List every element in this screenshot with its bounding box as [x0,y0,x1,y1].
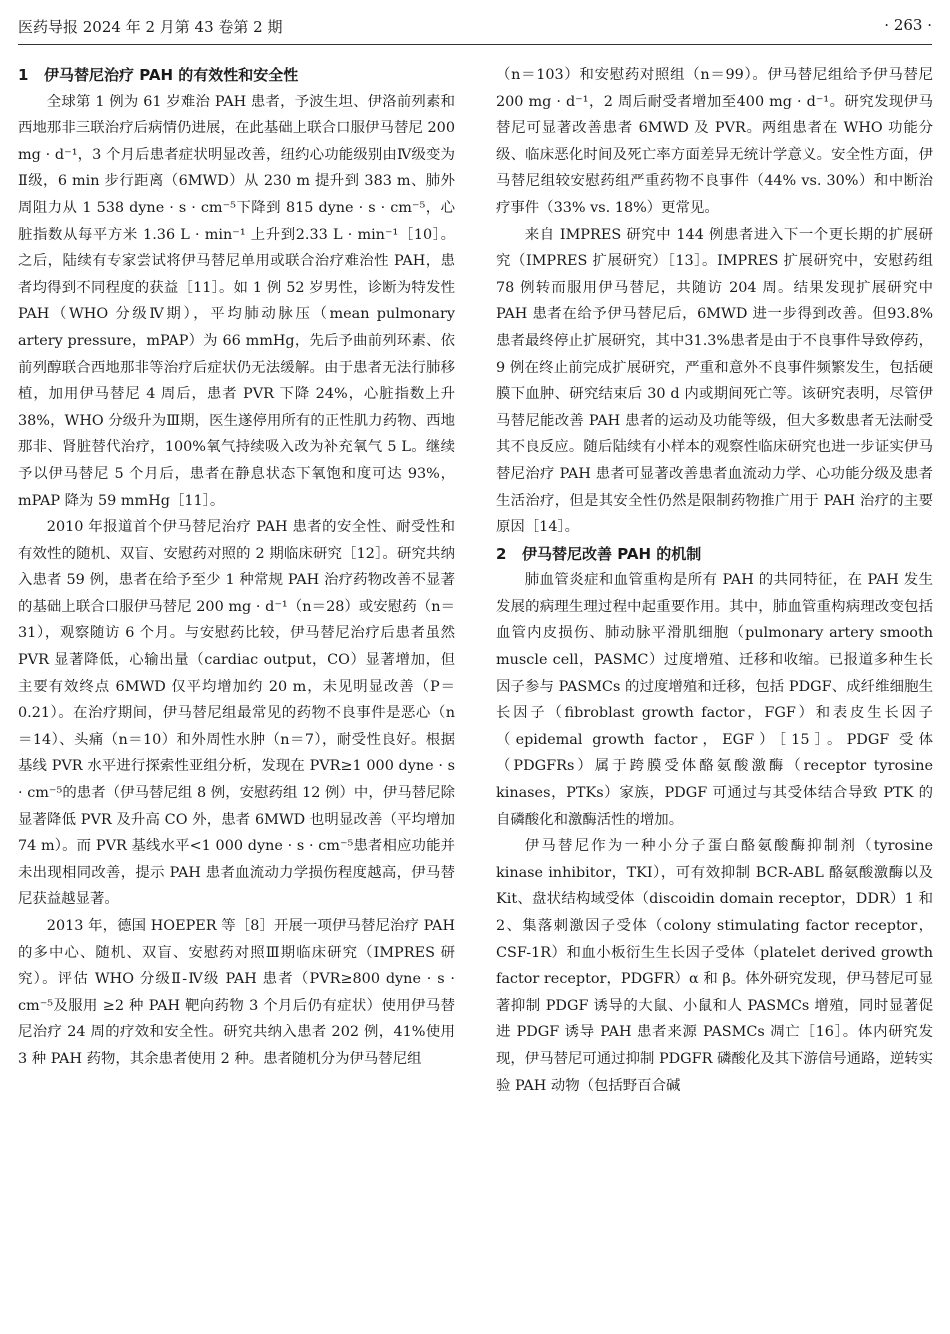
running-header [18,16,932,45]
paragraph: 肺血管炎症和血管重构是所有 PAH 的共同特征，在 PAH 发生发展的病理生理过程中起重要作用。其中，肺血管重构病理改变包括血管内皮损伤、肺动脉平滑肌细胞（pulmonary artery smooth muscle cell，PASMC）过度增殖、迁移和收缩。已报道多种生长因子参与 PASMCs 的过度增殖和迁移，包括 PDGF、成纤维细胞生长因子（fibroblast growth factor，FGF）和表皮生长因子（epidemal growth factor，EGF）［15］。PDGF 受体（PDGFRs）属于跨膜受体酪氨酸激酶（receptor tyrosine kinases，PTKs）家族，PDGF 可通过与其受体结合导致 PTK 的自磷酸化和激酶活性的增加。 [496,572,933,828]
paragraph: 伊马替尼作为一种小分子蛋白酪氨酸酶抑制剂（tyrosine kinase inhibitor，TKI），可有效抑制 BCR-ABL 酪氨酸激酶以及 Kit、盘状结构域受体（discoidin domain receptor，DDR）1 和 2、集落刺激因子受体（colony stimulating factor receptor，CSF-1R）和血小板衍生生长因子受体（platelet derived growth factor receptor，PDGFR）α 和 β。体外研究发现，伊马替尼可显著抑制 PDGF 诱导的大鼠、小鼠和人 PASMCs 增殖，同时显著促进 PDGF 诱导 PAH 患者来源 PASMCs 凋亡［16］。体内研究发现，伊马替尼可通过抑制 PDGFR 磷酸化及其下游信号通路，逆转实验 PAH 动物（包括野百合碱 [496,838,933,1094]
paragraph-continued: （n＝103）和安慰药对照组（n＝99）。伊马替尼组给予伊马替尼 200 mg · d⁻¹，2 周后耐受者增加至400 mg · d⁻¹。研究发现伊马替尼可显著改善患者 6MWD 及 PVR。两组患者在 WHO 功能分级、临床恶化时间及死亡率方面差异无统计学意义。安全性方面，伊马替尼组较安慰药组严重药物不良事件（44% vs. 30%）和中断治疗事件（33% vs. 18%）更常见。 [496,67,933,216]
section-number: 2 [496,544,507,563]
section-heading-2 [496,541,933,568]
paragraph: 2013 年，德国 HOEPER 等［8］开展一项伊马替尼治疗 PAH 的多中心、随机、双盲、安慰药对照Ⅲ期临床研究（IMPRES 研究）。评估 WHO 分级Ⅱ-Ⅳ级 PAH 患者（PVR≥800 dyne · s · cm⁻⁵及服用 ≥2 种 PAH 靶向药物 3 个月后仍有症状）使用伊马替尼治疗 24 周的疗效和安全性。研究共纳入患者 202 例，41%使用 3 种 PAH 药物，其余患者使用 2 种。患者随机分为伊马替尼组 [18,918,455,1067]
section-title: 伊马替尼改善 PAH 的机制 [522,544,702,563]
journal-issue: 医药导报 2024 年 2 月第 43 卷第 2 期 [18,18,283,36]
section-title: 伊马替尼治疗 PAH 的有效性和安全性 [44,66,299,84]
paragraph: 来自 IMPRES 研究中 144 例患者进入下一个更长期的扩展研究（IMPRES 扩展研究）［13］。IMPRES 扩展研究中，安慰药组 78 例转而服用伊马替尼，共随访 204 周。结果发现扩展研究中 PAH 患者在给予伊马替尼后，6MWD 进一步得到改善。但93.8%患者最终停止扩展研究，其中31.3%患者是由于不良事件导致停药，9 例在终止前完成扩展研究，严重和意外不良事件频繁发生，包括硬膜下血肿、研究结束后 30 d 内或期间死亡等。该研究表明，尽管伊马替尼能改善 PAH 患者的运动及功能等级，但大多数患者无法耐受其不良反应。随后陆续有小样本的观察性临床研究也进一步证实伊马替尼治疗 PAH 患者可显著改善患者血流动力学、心功能分级及患者生活治疗，但是其安全性仍然是限制药物推广用于 PAH 治疗的主要原因［14］。 [496,226,933,536]
paragraph: 2010 年报道首个伊马替尼治疗 PAH 患者的安全性、耐受性和有效性的随机、双盲、安慰药对照的 2 期临床研究［12］。研究共纳入患者 59 例，患者在给予至少 1 种常规 PAH 治疗药物改善不显著的基础上联合口服伊马替尼 200 mg · d⁻¹（n＝28）或安慰药（n＝31），观察随访 6 个月。与安慰药比较，伊马替尼治疗后患者虽然 PVR 显著降低，心输出量（cardiac output，CO）显著增加，但主要有效终点 6MWD 仅平均增加约 20 m，未见明显改善（P＝0.21）。在治疗期间，伊马替尼组最常见的药物不良事件是恶心（n＝14）、头痛（n＝10）和外周性水肿（n＝7），耐受性良好。根据基线 PVR 水平进行探索性亚组分析，发现在 PVR≥1 000 dyne · s · cm⁻⁵的患者（伊马替尼组 8 例，安慰药组 12 例）中，伊马替尼除显著降低 PVR 及升高 CO 外，患者 6MWD 也明显改善（平均增加74 m）。而 PVR 基线水平<1 000 dyne · s · cm⁻⁵患者相应功能并未出现相同改善，提示 PAH 患者血流动力学损伤程度越高，伊马替尼获益越显著。 [18,519,455,908]
paragraph: 全球第 1 例为 61 岁难治 PAH 患者，予波生坦、伊洛前列素和西地那非三联治疗后病情仍进展，在此基础上联合口服伊马替尼 200 mg · d⁻¹，3 个月后患者症状明显改善，纽约心功能级别由Ⅳ级变为Ⅱ级，6 min 步行距离（6MWD）从 230 m 提升到 383 m、肺外周阻力从 1 538 dyne · s · cm⁻⁵下降到 815 dyne · s · cm⁻⁵，心脏指数从每平方米 1.36 L · min⁻¹ 上升到2.33 L · min⁻¹［10］。之后，陆续有专家尝试将伊马替尼单用或联合治疗难治性 PAH，患者均得到不同程度的获益［11］。如 1 例 52 岁男性，诊断为特发性 PAH（WHO 分级Ⅳ期），平均肺动脉压（mean pulmonary artery pressure，mPAP）为 66 mmHg，先后予曲前列环素、依前列醇联合西地那非等治疗后症状仍无法缓解。由于患者无法行肺移植，加用伊马替尼 4 周后，患者 PVR 下降 24%，心脏指数上升 38%，WHO 分级升为Ⅲ期，医生遂停用所有的正性肌力药物、西地那非、肾脏替代治疗，100%氧气持续吸入改为补充氧气 5 L。继续予以伊马替尼 5 个月后，患者在静息状态下氧饱和度可达 93%，mPAP 降为 59 mmHg［11］。 [18,93,455,509]
left-column [18,62,455,1324]
section-number: 1 [18,66,29,84]
right-column [496,62,933,1324]
section-heading-1 [18,62,455,89]
page-number: · 263 · [884,16,932,34]
